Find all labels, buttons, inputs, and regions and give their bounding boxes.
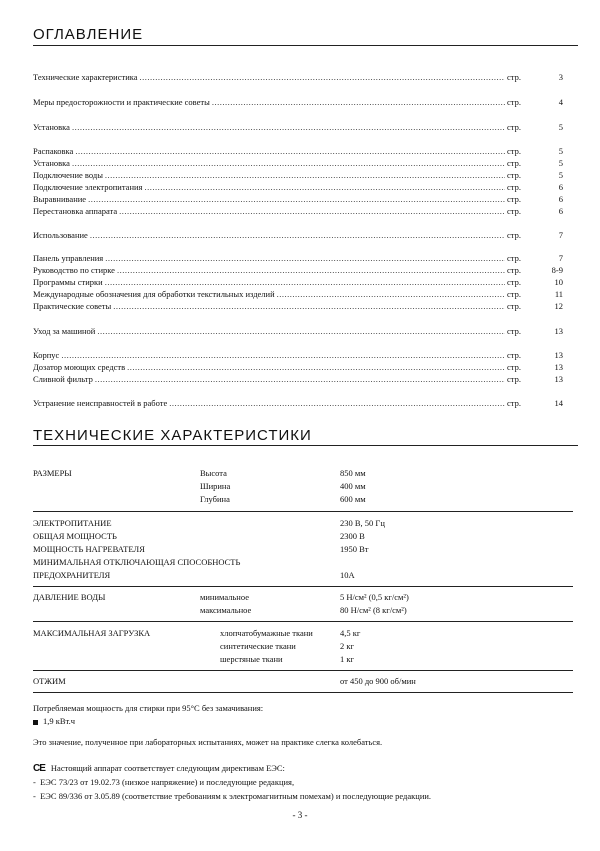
toc-item <box>33 97 563 107</box>
toc-item <box>33 122 563 132</box>
toc-item-str: стр. <box>507 97 521 107</box>
toc-item-str: стр. <box>507 146 521 156</box>
max-load-name: шерстяные ткани <box>220 654 283 664</box>
max-load-value: 4,5 кг <box>340 628 361 638</box>
spin-value: от 450 до 900 об/мин <box>340 676 416 686</box>
max-load-value: 1 кг <box>340 654 354 664</box>
toc-item-str: стр. <box>507 182 521 192</box>
toc-item-page: 13 <box>554 326 563 336</box>
toc-dot-leader <box>72 122 505 132</box>
toc-item-str: стр. <box>507 326 521 336</box>
toc-item-str: стр. <box>507 158 521 168</box>
toc-item-page: 13 <box>554 374 563 384</box>
toc-title: ОГЛАВЛЕНИЕ <box>33 26 144 43</box>
toc-item-label: Сливной фильтр <box>33 374 93 384</box>
toc-item-label: Устранение неисправностей в работе <box>33 398 168 408</box>
toc-dot-leader <box>105 277 505 287</box>
dimension-value: 600 мм <box>340 494 366 504</box>
toc-title-rule <box>33 45 578 46</box>
toc-item-label: Установка <box>33 122 70 132</box>
toc-item-str: стр. <box>507 374 521 384</box>
toc-item-label: Международные обозначения для обработки текстильных изделий <box>33 289 275 299</box>
toc-item <box>33 374 563 384</box>
toc-dot-leader <box>119 206 505 216</box>
directive-text: ЕЭС 73/23 от 19.02.73 (низкое напряжение) и последующие редакция, <box>40 777 295 787</box>
toc-item-str: стр. <box>507 301 521 311</box>
toc-item-label: Установка <box>33 158 70 168</box>
toc-dot-leader <box>88 194 505 204</box>
directive-item: - ЕЭС 89/336 от 3.05.89 (соответствие требованиям к электромагнитным помехам) и последующие редакции. <box>33 791 432 801</box>
toc-item <box>33 158 563 168</box>
water-pressure-value: 80 Н/см² (8 кг/см²) <box>340 605 407 615</box>
bullet-icon <box>33 720 38 725</box>
toc-item-str: стр. <box>507 362 521 372</box>
toc-item-page: 8-9 <box>551 265 563 275</box>
toc-item-page: 13 <box>554 362 563 372</box>
water-pressure-name: минимальное <box>200 592 249 602</box>
specs-title: ТЕХНИЧЕСКИЕ ХАРАКТЕРИСТИКИ <box>33 427 312 444</box>
max-load-name: хлопчатобумажные ткани <box>220 628 313 638</box>
toc-dot-leader <box>75 146 505 156</box>
toc-item-str: стр. <box>507 122 521 132</box>
toc-item-label: Корпус <box>33 350 60 360</box>
toc-item-label: Практические советы <box>33 301 112 311</box>
toc-dot-leader <box>95 374 505 384</box>
toc-item-page: 6 <box>558 194 563 204</box>
toc-item-page: 5 <box>558 146 563 156</box>
toc-dot-leader <box>105 170 505 180</box>
toc-item <box>33 206 563 216</box>
specs-divider <box>33 692 573 693</box>
toc-item-label: Распаковка <box>33 146 74 156</box>
toc-dot-leader <box>127 362 505 372</box>
power-label: ОБЩАЯ МОЩНОСТЬ <box>33 531 117 541</box>
toc-item-label: Перестановка аппарата <box>33 206 118 216</box>
water-pressure-value: 5 Н/см² (0,5 кг/см²) <box>340 592 409 602</box>
toc-item-str: стр. <box>507 277 521 287</box>
toc-item-label: Руководство по стирке <box>33 265 115 275</box>
water-pressure-name: максимальное <box>200 605 252 615</box>
toc-dot-leader <box>212 97 505 107</box>
page-number: - 3 - <box>292 810 308 820</box>
toc-item <box>33 326 563 336</box>
toc-item-label: Дозатор моющих средств <box>33 362 126 372</box>
toc-item-str: стр. <box>507 265 521 275</box>
toc-item-page: 11 <box>554 289 563 299</box>
toc-item-label: Подключение электропитания <box>33 182 143 192</box>
dimension-name: Высота <box>200 468 227 478</box>
ce-statement <box>33 763 285 774</box>
toc-item-str: стр. <box>507 72 521 82</box>
max-load-value: 2 кг <box>340 641 354 651</box>
toc-item-page: 10 <box>554 277 563 287</box>
ce-text: Настоящий аппарат соответствует следующим директивам ЕЭС: <box>50 763 285 773</box>
power-value: 2300 В <box>340 531 365 541</box>
toc-item <box>33 253 563 263</box>
max-load-label: МАКСИМАЛЬНАЯ ЗАГРУЗКА <box>33 628 151 638</box>
toc-dot-leader <box>61 350 505 360</box>
specs-divider <box>33 511 573 512</box>
toc-item <box>33 146 563 156</box>
directive-item: - ЕЭС 73/23 от 19.02.73 (низкое напряжение) и последующие редакция, <box>33 777 295 787</box>
toc-dot-leader <box>105 253 505 263</box>
toc-item-page: 6 <box>558 182 563 192</box>
dimension-name: Ширина <box>200 481 231 491</box>
specs-divider <box>33 586 573 587</box>
toc-item-label: Программы стирки <box>33 277 103 287</box>
specs-title-rule <box>33 445 578 446</box>
toc-dot-leader <box>144 182 505 192</box>
spin-label: ОТЖИМ <box>33 676 66 686</box>
toc-item-label: Выравнивание <box>33 194 87 204</box>
dimensions-label: РАЗМЕРЫ <box>33 468 72 478</box>
power-value: 230 В, 50 Гц <box>340 518 385 528</box>
toc-item-page: 14 <box>554 398 563 408</box>
max-load-name: синтетические ткани <box>220 641 296 651</box>
toc-item <box>33 72 563 82</box>
toc-item <box>33 170 563 180</box>
toc-dot-leader <box>113 301 505 311</box>
toc-item-str: стр. <box>507 230 521 240</box>
toc-item <box>33 182 563 192</box>
consumption-note: Потребляемая мощность для стирки при 95°С без замачивания: <box>33 703 264 713</box>
power-value: 10А <box>340 570 355 580</box>
power-value: 1950 Вт <box>340 544 369 554</box>
toc-item-page: 7 <box>558 230 563 240</box>
toc-item <box>33 301 563 311</box>
consumption-value: 1,9 кВт.ч <box>43 716 76 726</box>
toc-item-page: 5 <box>558 158 563 168</box>
toc-item-label: Меры предосторожности и практические советы <box>33 97 210 107</box>
toc-item-label: Уход за машиной <box>33 326 96 336</box>
power-label: ПРЕДОХРАНИТЕЛЯ <box>33 570 111 580</box>
toc-item-page: 13 <box>554 350 563 360</box>
toc-item-str: стр. <box>507 398 521 408</box>
toc-dot-leader <box>277 289 505 299</box>
specs-divider <box>33 621 573 622</box>
specs-divider <box>33 670 573 671</box>
toc-dot-leader <box>72 158 505 168</box>
toc-dot-leader <box>140 72 505 82</box>
toc-item <box>33 194 563 204</box>
toc-item <box>33 350 563 360</box>
toc-item-str: стр. <box>507 350 521 360</box>
toc-item-str: стр. <box>507 253 521 263</box>
consumption-value-row <box>33 716 75 726</box>
water-pressure-label: ДАВЛЕНИЕ ВОДЫ <box>33 592 106 602</box>
toc-item-page: 6 <box>558 206 563 216</box>
toc-item-str: стр. <box>507 194 521 204</box>
toc-item <box>33 230 563 240</box>
toc-item-label: Использование <box>33 230 88 240</box>
power-label: МОЩНОСТЬ НАГРЕВАТЕЛЯ <box>33 544 145 554</box>
toc-item <box>33 265 563 275</box>
dimension-value: 400 мм <box>340 481 366 491</box>
lab-note: Это значение, полученное при лабораторных испытаниях, может на практике слегка колебаться. <box>33 737 383 747</box>
toc-item <box>33 277 563 287</box>
toc-item-str: стр. <box>507 170 521 180</box>
toc-item <box>33 289 563 299</box>
toc-item <box>33 362 563 372</box>
toc-item-page: 4 <box>558 97 563 107</box>
dimension-name: Глубина <box>200 494 230 504</box>
toc-dot-leader <box>169 398 505 408</box>
toc-item-page: 5 <box>558 170 563 180</box>
ce-mark-icon: CE <box>33 763 45 774</box>
toc-item-page: 3 <box>558 72 563 82</box>
toc-item-str: стр. <box>507 289 521 299</box>
toc-dot-leader <box>97 326 505 336</box>
toc-dot-leader <box>117 265 505 275</box>
toc-item <box>33 398 563 408</box>
power-label: МИНИМАЛЬНАЯ ОТКЛЮЧАЮЩАЯ СПОСОБНОСТЬ <box>33 557 241 567</box>
directive-text: ЕЭС 89/336 от 3.05.89 (соответствие требованиям к электромагнитным помехам) и последующие редакции. <box>40 791 432 801</box>
toc-item-label: Панель управления <box>33 253 104 263</box>
toc-item-label: Технические характеристика <box>33 72 138 82</box>
toc-item-label: Подключение воды <box>33 170 103 180</box>
dimension-value: 850 мм <box>340 468 366 478</box>
power-label: ЭЛЕКТРОПИТАНИЕ <box>33 518 112 528</box>
toc-item-str: стр. <box>507 206 521 216</box>
toc-dot-leader <box>90 230 505 240</box>
toc-item-page: 7 <box>558 253 563 263</box>
toc-item-page: 5 <box>558 122 563 132</box>
toc-item-page: 12 <box>554 301 563 311</box>
